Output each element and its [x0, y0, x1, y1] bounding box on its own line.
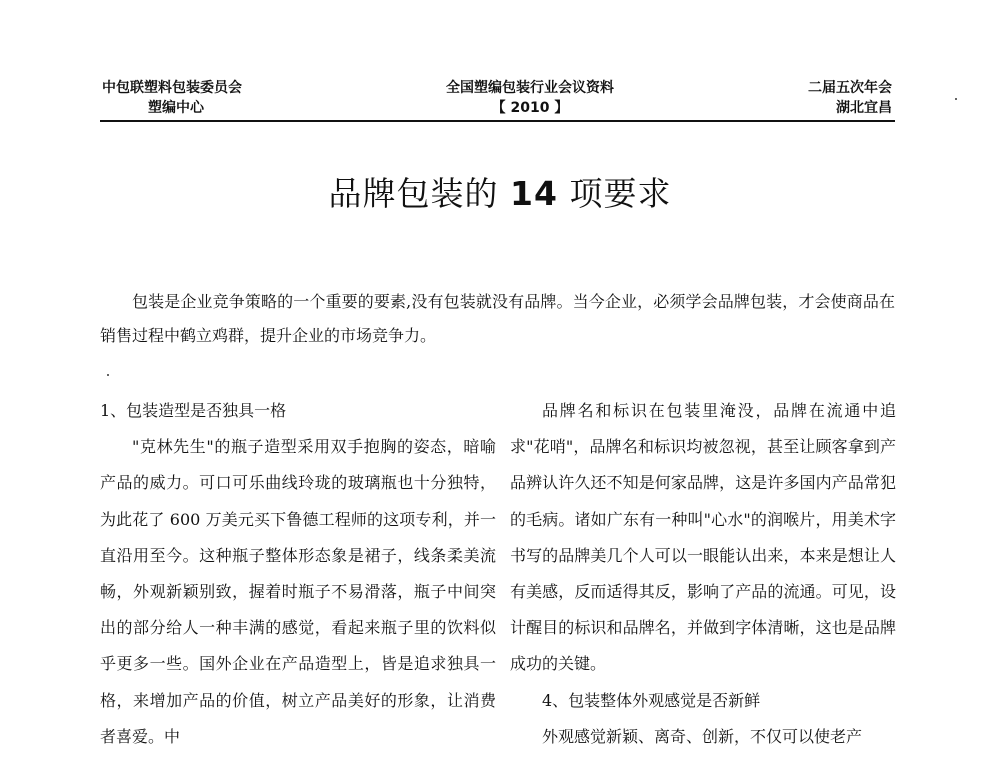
left-column-paragraph: "克林先生"的瓶子造型采用双手抱胸的姿态，暗喻产品的威力。可口可乐曲线玲珑的玻璃瓶也十分独特，为此花了 600 万美元买下鲁德工程师的这项专利，并一直沿用至今。这种瓶子整体形态象是裙子，线条柔美流畅，外观新颖别致，握着时瓶子不易滑落，瓶子中间突出的部分给人一种丰满的感觉，看起来瓶子里的饮料似乎更多一些。国外企业在产品造型上，皆是追求独具一格，来增加产品的价值，树立产品美好的形象，让消费者喜爱。中 — [100, 437, 496, 746]
scan-speck — [955, 98, 957, 100]
right-column-paragraph-2: 外观感觉新颖、离奇、创新，不仅可以使老产 — [542, 726, 863, 746]
header-center-line2: 【 2010 】 — [491, 100, 569, 116]
title-suffix: 项要求 — [569, 174, 672, 213]
title-prefix: 品牌包装的 — [328, 174, 499, 213]
header-right-line2: 湖北宜昌 — [836, 100, 892, 116]
header-organization — [102, 78, 242, 118]
intro-paragraph: 包装是企业竞争策略的一个重要的要素,没有包装就没有品牌。当今企业，必须学会品牌包装，才会使商品在销售过程中鹤立鸡群，提升企业的市场竞争力。 — [100, 292, 895, 345]
page-title — [0, 168, 1000, 215]
intro-section — [100, 285, 895, 353]
header-left-line2: 塑编中心 — [148, 100, 204, 116]
title-number: 14 — [510, 174, 558, 213]
header-meeting — [808, 78, 892, 118]
right-column-paragraph: 品牌名和标识在包装里淹没，品牌在流通中追求"花哨"，品牌名和标识均被忽视，甚至让顾客拿到产品辨认许久还不知是何家品牌，这是许多国内产品常犯的毛病。诸如广东有一种叫"心水"的润喉片，用美术字书写的品牌美几个人可以一眼能认出来，本来是想让人有美感，反而适得其反，影响了产品的流通。可见，设计醒目的标识和品牌名，并做到字体清晰，这也是品牌成功的关键。 — [510, 401, 896, 674]
section-heading-4: 4、包装整体外观感觉是否新鲜 — [542, 690, 761, 710]
scan-speck — [107, 374, 109, 376]
page-header — [0, 0, 1000, 122]
header-center-line1: 全国塑编包装行业会议资料 — [446, 80, 614, 96]
left-column — [100, 393, 496, 755]
header-left-line1: 中包联塑料包装委员会 — [102, 80, 242, 96]
section-heading-1: 1、包装造型是否独具一格 — [100, 401, 287, 420]
header-rule — [100, 120, 895, 122]
header-conference — [380, 78, 680, 118]
right-column — [510, 393, 896, 755]
header-right-line1: 二届五次年会 — [808, 80, 892, 96]
